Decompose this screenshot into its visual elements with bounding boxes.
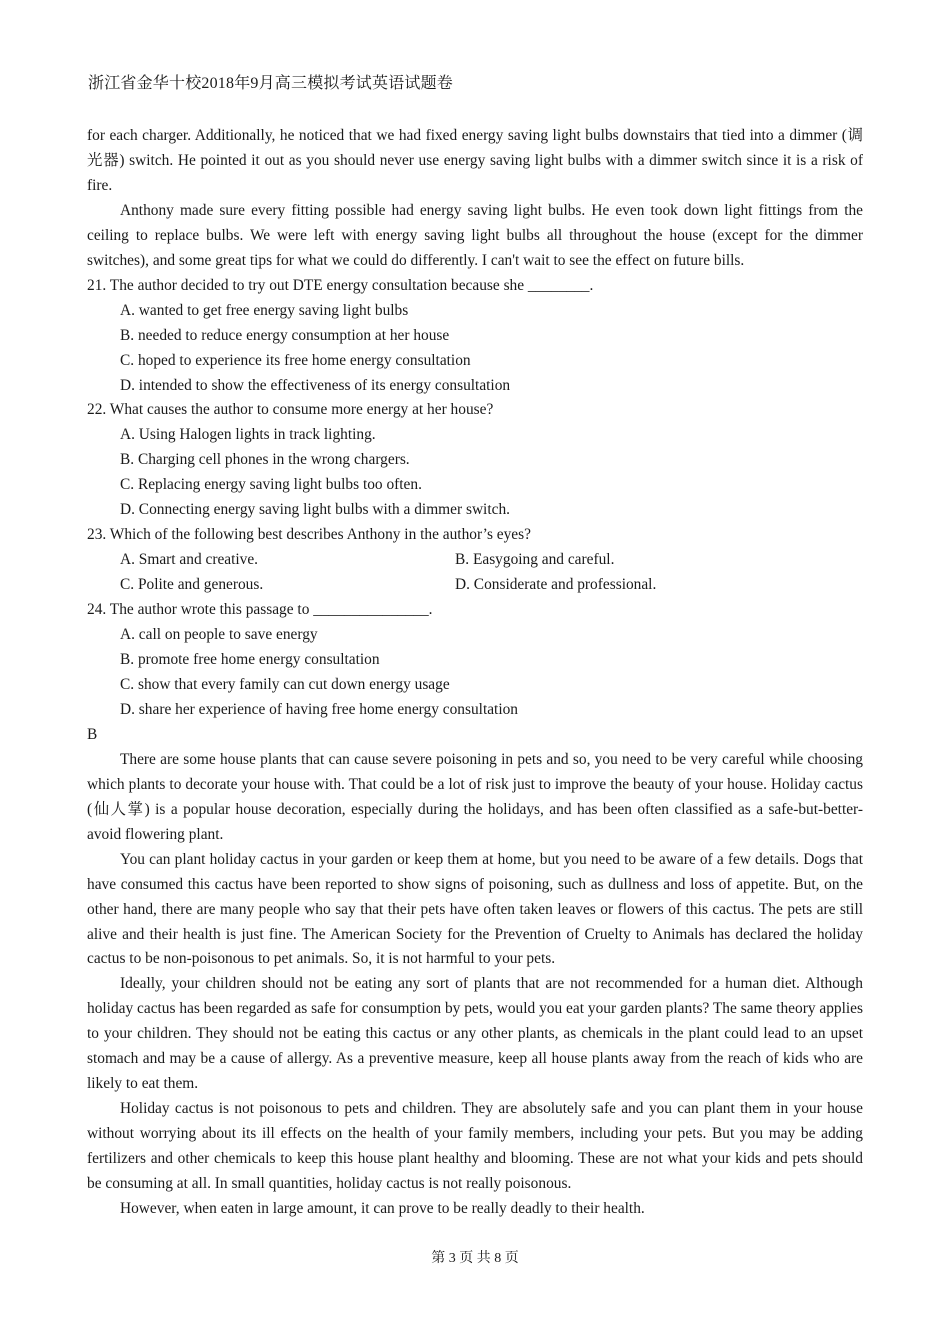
question-24 [87,598,863,723]
option-row [87,548,863,573]
passage-a-paragraph: for each charger. Additionally, he noticed that we had fixed energy saving light bulbs downstairs that tied into a dimmer (调光器) switch. He pointed it out as you should never use energy saving light bulbs with a dimmer switch since it is a risk of fire. [87,127,863,194]
option-a: A. Using Halogen lights in track lighting. [120,426,376,444]
passage-b-paragraph: However, when eaten in large amount, it can prove to be really deadly to their health. [120,1199,645,1217]
option-row [87,573,863,598]
option-b: B. needed to reduce energy consumption at her house [120,326,450,344]
passage-a-paragraph: Anthony made sure every fitting possible had energy saving light bulbs. He even took down light fittings from the ceiling to replace bulbs. We were left with energy saving light bulbs all throughout the house (except for the dimmer switches), and some great tips for what we could do differently. I can't wait to see the effect on future bills. [87,201,863,269]
passage-b-paragraph: You can plant holiday cactus in your garden or keep them at home, but you need to be aware of a few details. Dogs that have consumed this cactus have been reported to show signs of poisoning, such as dullness and loss of appetite. But, on the other hand, there are many people who say that their pets have often taken leaves or flowers of this cactus. The pets are still alive and their health is just fine. The American Society for the Prevention of Cruelty to Animals has declared the holiday cactus to be non-poisonous to pet animals. So, it is not harmful to your pets. [87,850,863,968]
option-d: D. Considerate and professional. [455,576,657,594]
option-c: C. hoped to experience its free home energy consultation [120,351,471,369]
section-label: B [87,725,98,743]
question-22 [87,398,863,523]
page-header-title: 浙江省金华十校2018年9月高三模拟考试英语试题卷 [88,75,454,92]
document-body [87,124,863,1222]
option-c: C. show that every family can cut down energy usage [120,675,450,693]
question-stem: 23. Which of the following best describes Anthony in the author’s eyes? [87,526,531,544]
option-b: B. Charging cell phones in the wrong chargers. [120,451,410,469]
option-b: B. promote free home energy consultation [120,651,380,669]
page-footer-number: 第 3 页 共 8 页 [431,1251,519,1266]
option-b: B. Easygoing and careful. [455,551,615,569]
option-c: C. Replacing energy saving light bulbs too often. [120,476,422,494]
option-c: C. Polite and generous. [120,576,264,594]
passage-b-paragraph: Holiday cactus is not poisonous to pets and children. They are absolutely safe and you can plant them in your house without worrying about its ill effects on the health of your family members, including your pets. But you may be adding fertilizers and other chemicals to keep this house plant healthy and blooming. These are not what your kids and pets should be consuming at all. In small quantities, holiday cactus is not really poisonous. [87,1100,863,1193]
question-23 [87,523,863,598]
question-stem: 24. The author wrote this passage to _______________. [87,601,433,619]
question-21 [87,274,863,399]
option-a: A. call on people to save energy [120,626,318,644]
passage-b-paragraph: Ideally, your children should not be eating any sort of plants that are not recommended for a human diet. Although holiday cactus has been regarded as safe for consumption by pets, would you eat your garden plants? The same theory applies to your children. They should not be eating this cactus or any other plants, as chemicals in the plant could lead to an upset stomach and may be a cause of allergy. As a preventive measure, keep all house plants away from the reach of kids who are likely to eat them. [87,975,863,1093]
option-d: D. share her experience of having free home energy consultation [120,700,518,718]
option-a: A. Smart and creative. [120,551,259,569]
option-a: A. wanted to get free energy saving light bulbs [120,301,409,319]
passage-b-paragraph: There are some house plants that can cause severe poisoning in pets and so, you need to be very careful while choosing which plants to decorate your house with. That could be a lot of risk just to improve the beauty of your house. Holiday cactus (仙人掌) is a popular house decoration, especially during the holidays, and has been often classified as a safe-but-better-avoid flowering plant. [87,750,863,843]
question-stem: 21. The author decided to try out DTE energy consultation because she ________. [87,276,594,294]
option-d: D. Connecting energy saving light bulbs with a dimmer switch. [120,501,510,519]
question-stem: 22. What causes the author to consume more energy at her house? [87,401,494,419]
option-d: D. intended to show the effectiveness of its energy consultation [120,376,511,394]
